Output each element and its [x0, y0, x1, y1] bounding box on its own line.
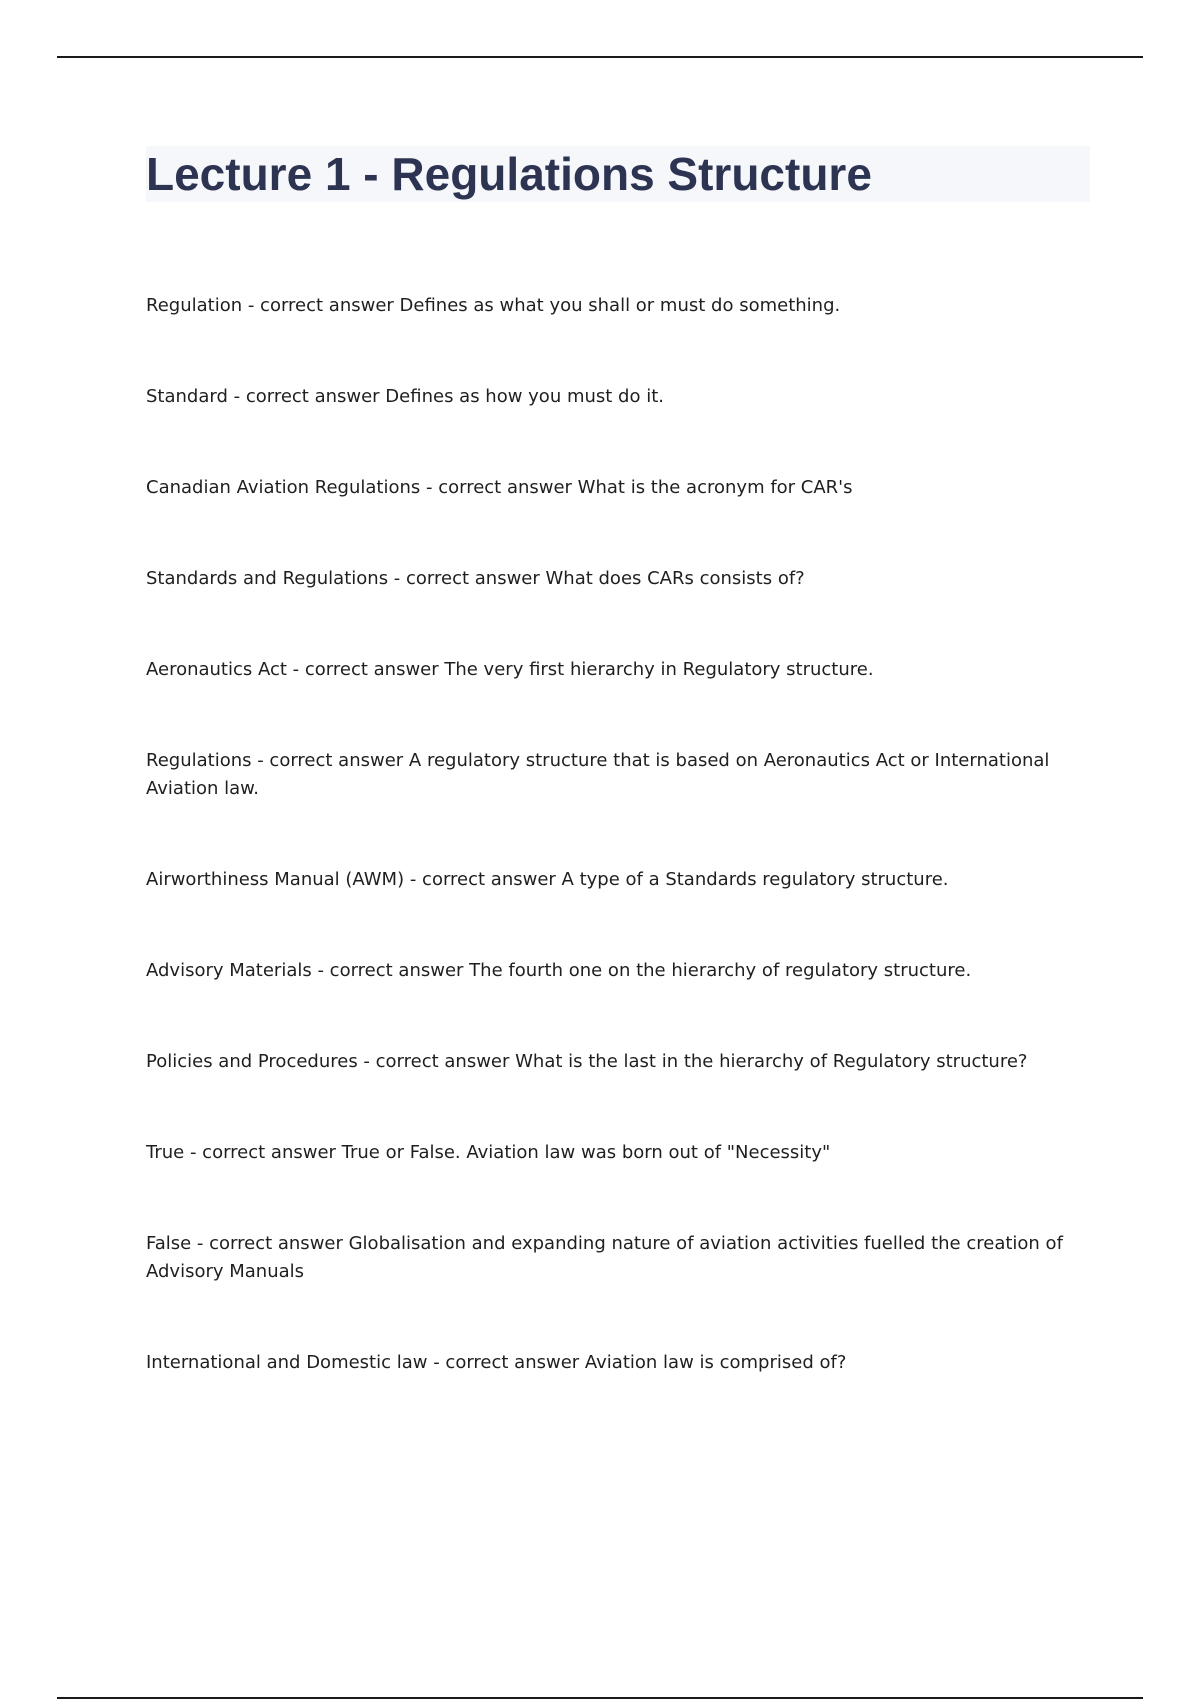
bottom-rule [57, 1697, 1143, 1699]
qa-item-canadian-aviation-regulations: Canadian Aviation Regulations - correct answer What is the acronym for CAR's [146, 477, 853, 498]
page-title: Lecture 1 - Regulations Structure [146, 148, 872, 200]
qa-item-standard: Standard - correct answer Defines as how you must do it. [146, 386, 664, 407]
qa-list [146, 292, 1076, 1440]
qa-item-regulation: Regulation - correct answer Defines as what you shall or must do something. [146, 295, 841, 316]
qa-item-false: False - correct answer Globalisation and expanding nature of aviation activities fuelled the creation of Advisory Manuals [146, 1233, 1063, 1282]
top-rule [57, 56, 1143, 58]
qa-item-true: True - correct answer True or False. Aviation law was born out of "Necessity" [146, 1142, 831, 1163]
qa-item-international-and-domestic-law: International and Domestic law - correct answer Aviation law is comprised of? [146, 1352, 847, 1373]
qa-item-regulations: Regulations - correct answer A regulatory structure that is based on Aeronautics Act or International Aviation law. [146, 750, 1050, 799]
title-block [146, 146, 1090, 202]
qa-item-policies-and-procedures: Policies and Procedures - correct answer What is the last in the hierarchy of Regulatory structure? [146, 1051, 1028, 1072]
qa-item-advisory-materials: Advisory Materials - correct answer The fourth one on the hierarchy of regulatory structure. [146, 960, 972, 981]
qa-item-aeronautics-act: Aeronautics Act - correct answer The very first hierarchy in Regulatory structure. [146, 659, 874, 680]
qa-item-standards-and-regulations: Standards and Regulations - correct answer What does CARs consists of? [146, 568, 805, 589]
qa-item-airworthiness-manual: Airworthiness Manual (AWM) - correct answer A type of a Standards regulatory structure. [146, 869, 949, 890]
